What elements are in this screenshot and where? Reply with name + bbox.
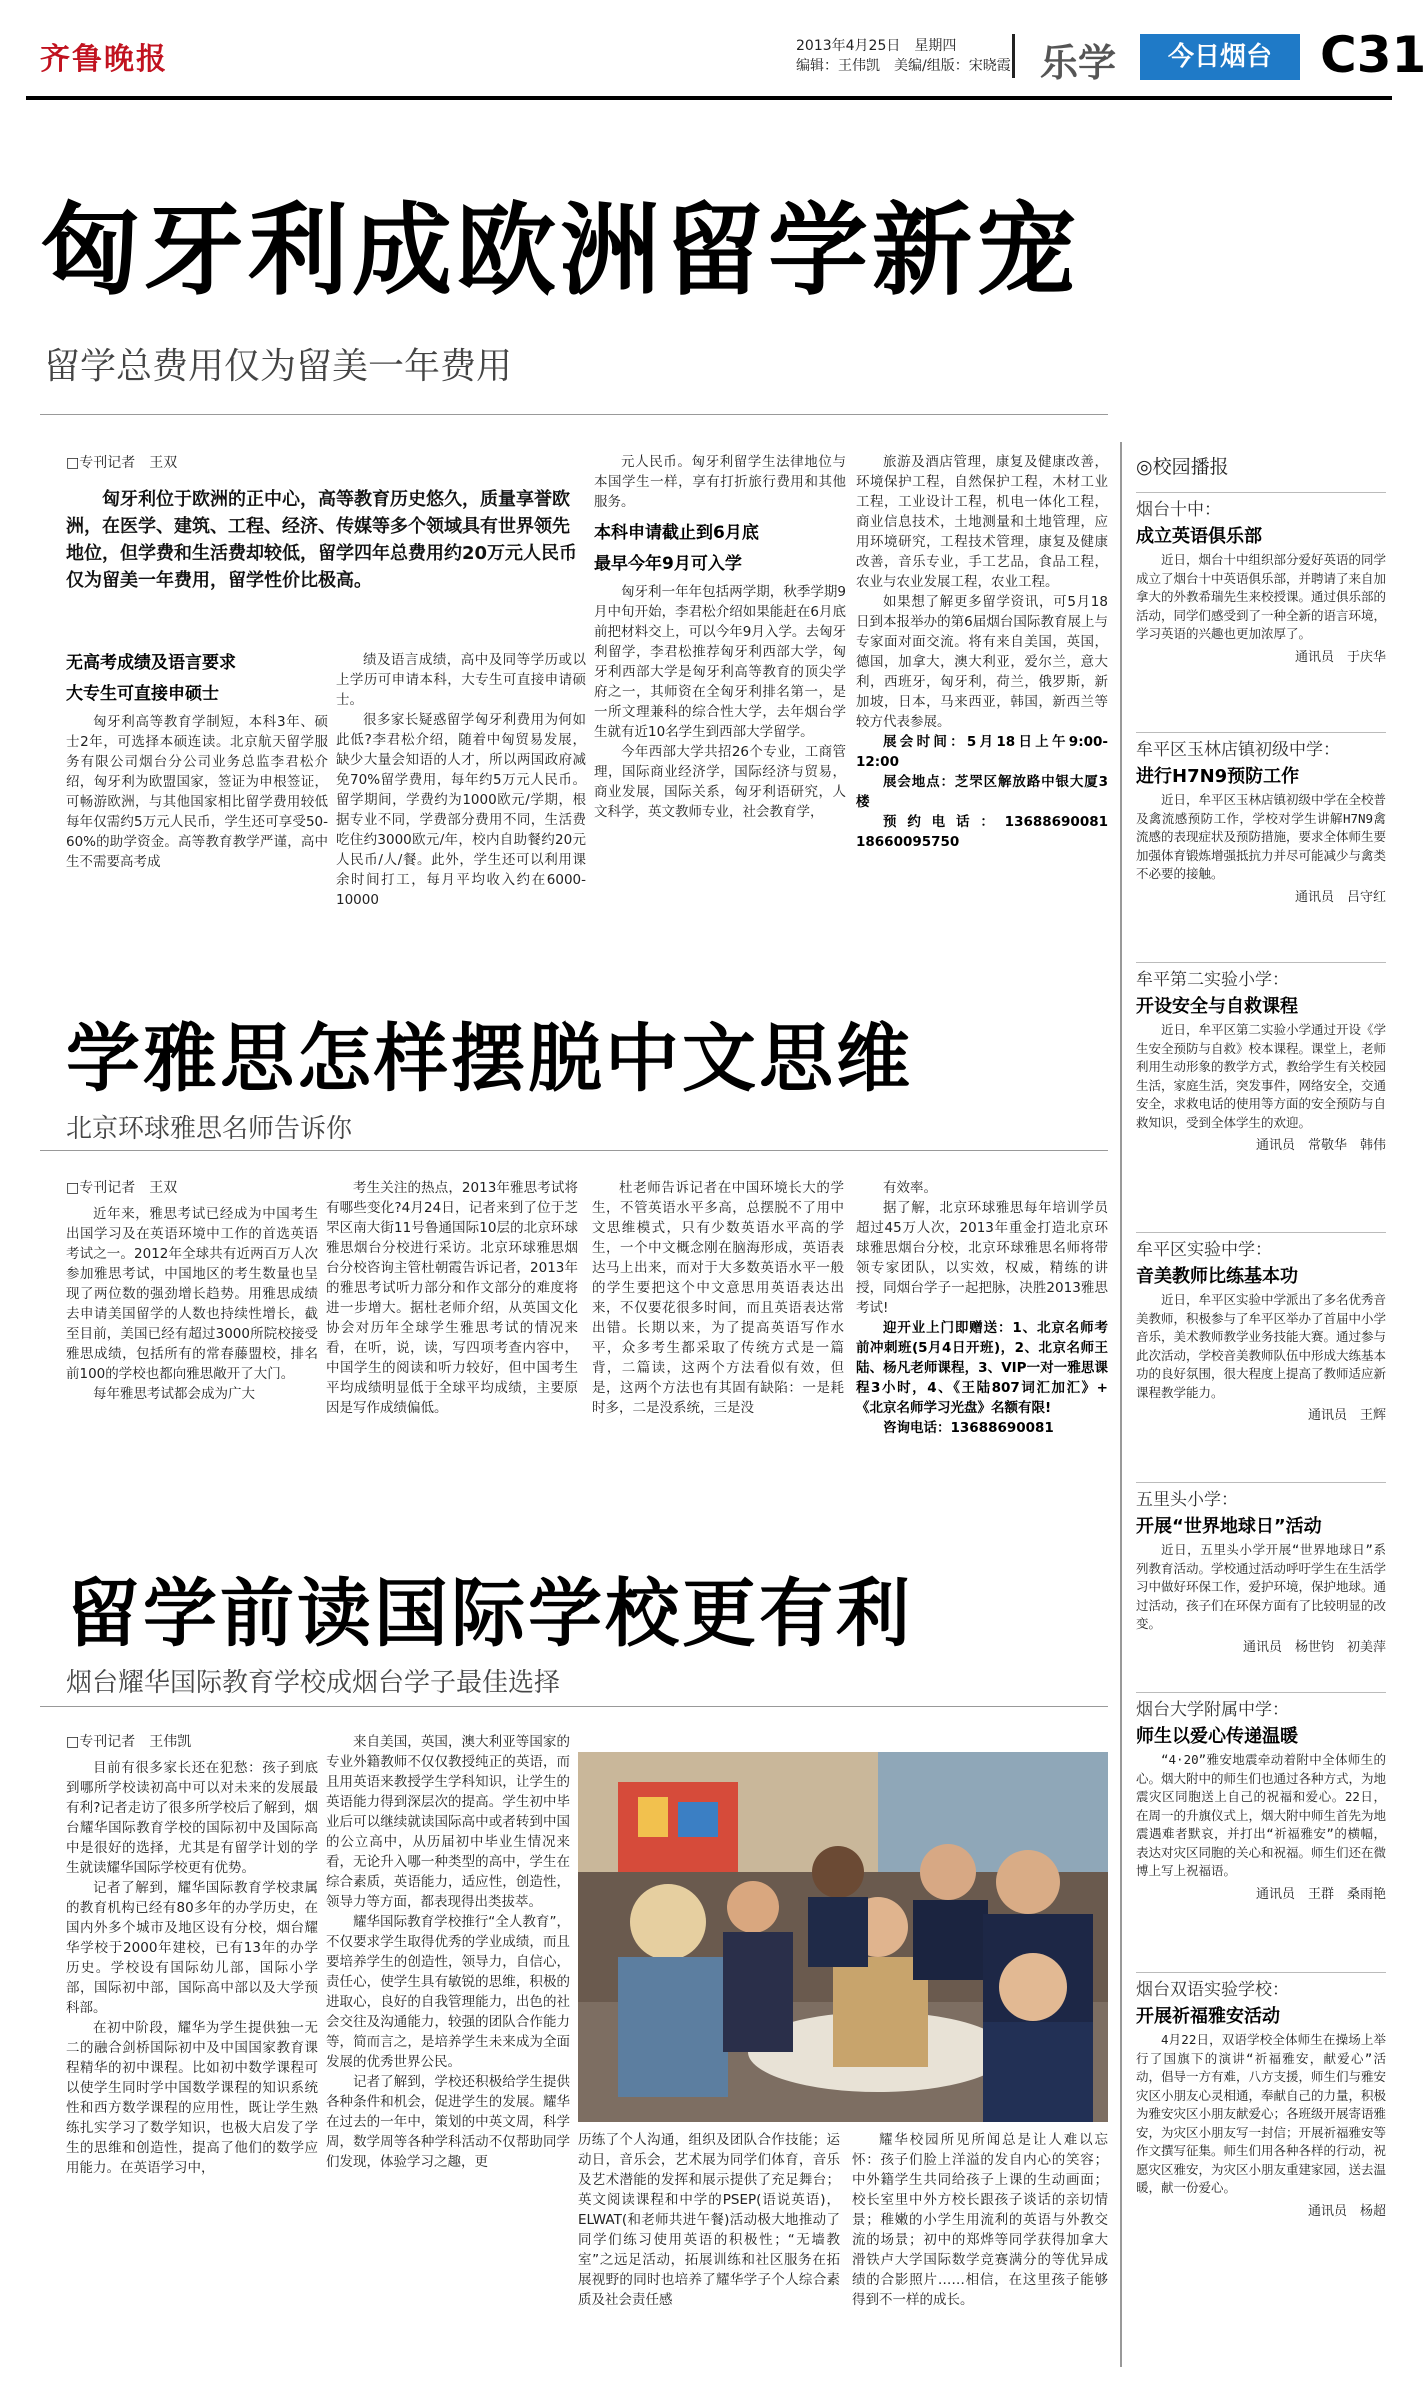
issue-date: 2013年4月25日 星期四: [796, 38, 957, 54]
sidebar-item-author: 通讯员 杨超: [1307, 2203, 1386, 2219]
article3-title: 留学前读国际学校更有利: [66, 1555, 923, 1661]
section-name: 乐学: [1040, 41, 1117, 85]
sidebar-item-body: 近日，牟平区实验中学派出了多名优秀音美教师，积极参与了牟平区举办了首届中小学音乐，美术教师教学业务技能大赛。通过参与此次活动，学校音美教师队伍中形成大练基本功的良好氛围，很大程度上提高了教师适应新课程教学能力。: [1136, 1292, 1387, 1400]
sidebar-item-school: 牟平第二实验小学：: [1136, 962, 1386, 993]
sidebar-item-author: 通讯员 吕守红: [1294, 889, 1386, 905]
sidebar-item-6: [1136, 1692, 1386, 1902]
sidebar-item-author: 通讯员 于庆华: [1294, 649, 1386, 665]
sidebar-item-3: [1136, 962, 1386, 1153]
article2-subtitle: 北京环球雅思名师告诉你: [66, 1114, 353, 1144]
sidebar-item-author: 通讯员 王群 桑雨艳: [1255, 1886, 1386, 1902]
masthead: [32, 18, 1426, 88]
expo-location: 展会地点：芝罘区解放路中银大厦3楼: [856, 774, 1108, 810]
article2-byline: □专刊记者 王双: [66, 1180, 178, 1196]
article3-byline: □专刊记者 王伟凯: [66, 1734, 192, 1750]
sidebar-item-body: 近日，烟台十中组织部分爱好英语的同学成立了烟台十中英语俱乐部，并聘请了来自加拿大的外教希瑞先生来校授课。通过俱乐部的活动，同学们感受到了一种全新的语言环境，学习英语的兴趣也更加浓厚了。: [1136, 552, 1387, 641]
sidebar-item-headline: 开展“世界地球日”活动: [1136, 1516, 1322, 1537]
page-number: C31: [1320, 26, 1426, 84]
sidebar-item-body: “4·20”雅安地震牵动着附中全体师生的心。烟大附中的师生们也通过各种方式，为地震灾区同胞送上自己的祝福和爱心。22日，在周一的升旗仪式上，烟大附中师生首先为地震遇难者默哀，并打出“祈福雅安”的横幅，表达对灾区同胞的关心和祝福。师生们还在微博上写上祝福语。: [1136, 1752, 1387, 1878]
article2-title: 学雅思怎样摆脱中文思维: [66, 1016, 913, 1102]
top-rule: [26, 96, 1392, 100]
sidebar-item-body: 4月22日，双语学校全体师生在操场上举行了国旗下的演讲“祈福雅安，献爱心”活动，倡导一方有难，八方支援，师生们与雅安灾区小朋友心灵相通，奉献自己的力量，积极为雅安灾区小朋友献爱心；各班级开展寄语雅安，为灾区小朋友写一封信；开展祈福雅安等作文撰写征集。师生们用各种各样的行动，祝愿灾区雅安，为灾区小朋友重建家园，送去温暖，献一份爱心。: [1136, 2032, 1387, 2195]
sidebar-item-school: 烟台大学附属中学：: [1136, 1692, 1386, 1723]
article3-col3: 历练了个人沟通，组织及团队合作技能；运动日，音乐会，艺术展为同学们体育，音乐及艺术潜能的发挥和展示提供了充足舞台；英文阅读课程和中学的PSEP(语说英语)，ELWAT(和老师共进午餐)活动极大地推动了同学们练习使用英语的积极性；“无墙教室”之远足活动，拓展训练和社区服务在拓展视野的同时也培养了耀华学子个人综合素质及社会责任感: [578, 2132, 840, 2308]
article1-heading-a: 无高考成绩及语言要求: [66, 653, 236, 673]
promo-offer: 迎开业上门即赠送：1、北京名师考前冲刺班(5月4日开班)，2、北京名师王陆、杨凡老师课程，3、VIP一对一雅思课程3小时，4、《王陆807词汇加汇》+《北京名师学习光盘》名额有限!: [856, 1320, 1108, 1416]
editors-line: 编辑：王伟凯 美编/组版：宋晓霞: [796, 58, 1011, 74]
sidebar-item-school: 牟平区玉林店镇初级中学：: [1136, 732, 1386, 763]
sidebar-item-headline: 开展祈福雅安活动: [1136, 2006, 1280, 2027]
article1-col2: 绩及语言成绩，高中及同等学历或以上学历可申请本科，大专生可直接申请硕士。 很多家长疑惑留学匈牙利费用为何如此低?李君松介绍，随着中匈贸易发展，缺少大量会知语的人才，所以两国政府减免70%留学费用，每年约5万元人民币。留学期间，学费约为1000欧元/学期，根据专业不同，学费部分费用不同，生活费吃住约3000欧元/年，校内自助餐约20元人民币/人/餐。此外，学生还可以利用课余时间打工，每月平均收入约在6000-10000: [336, 652, 586, 908]
sidebar-item-school: 五里头小学：: [1136, 1482, 1386, 1513]
article1-title: 匈牙利成欧洲留学新宠: [40, 192, 1080, 309]
section-ribbon: 今日烟台: [1140, 34, 1300, 80]
sidebar-item-author: 通讯员 王辉: [1307, 1408, 1386, 1423]
sidebar-item-2: [1136, 732, 1386, 905]
article2-col1: □专刊记者 王双 近年来，雅思考试已经成为中国考生出国学习及在英语环境中工作的首选英语考试之一。2012年全球共有近两百万人次参加雅思考试，中国地区的考生数量也呈现了两位数的强劲增长趋势。用雅思成绩去申请美国留学的人数也持续性增长，截至目前，美国已经有超过3000所院校接受雅思成绩，包括所有的常春藤盟校，排名前100的学校也都向雅思敞开了大门。 每年雅思考试都会成为广大: [66, 1180, 318, 1402]
sidebar-item-school: 牟平区实验中学：: [1136, 1232, 1386, 1263]
sidebar-item-body: 近日，五里头小学开展“世界地球日”系列教育活动。学校通过活动呼吁学生在生活学习中做好环保工作，爱护环境，保护地球。通过活动，孩子们在环保方面有了比较明显的改变。: [1136, 1542, 1387, 1631]
sidebar-item-headline: 进行H7N9预防工作: [1136, 766, 1300, 787]
article3-col1: □专刊记者 王伟凯 目前有很多家长还在犯愁：孩子到底到哪所学校读初高中可以对未来的发展最有利?记者走访了很多所学校后了解到，烟台耀华国际教育学校的国际初中及国际高中是很好的选择，尤其是有留学计划的学生就读耀华国际学校更有优势。 记者了解到，耀华国际教育学校隶属的教育机构已经有80多年的办学历史，在国内外多个城市及地区设有分校，烟台耀华学校于2000年建校，已有13年的办学历史。学校设有国际幼儿部，国际小学部，国际初中部，国际高中部以及大学预科部。 在初中阶段，耀华为学生提供独一无二的融合剑桥国际初中及中国国家教育课程精华的初中课程。比如初中数学课程可以使学生同时学中国数学课程的知识系统性和西方数学课程的应用性，既让学生熟练扎实学习了数学知识，也极大启发了学生的思维和创造性，提高了他们的数学应用能力。在英语学习中，: [66, 1734, 318, 2176]
article2-col3: 杜老师告诉记者在中国环境长大的学生，不管英语水平多高，总摆脱不了用中文思维模式，只有少数英语水平高的学生，一个中文概念刚在脑海形成，英语表达马上出来，而对于大多数英语水平一般的学生要把这个中文意思用英语表达出来，不仅要花很多时间，而且英语表达常出错。长期以来，为了提高英语写作水平，众多考生都采取了传统方式是一篇背，二篇读，这两个方法看似有效，但是，这两个方法也有其固有缺陷：一是耗时多，二是没系统，三是没: [592, 1180, 844, 1416]
article1-col3: 元人民币。匈牙利留学生法律地位与本国学生一样，享有打折旅行费用和其他服务。 本科申请截止到6月底 最早今年9月可入学 匈牙利一年年包括两学期，秋季学期9月中旬开始，李君松介绍如果能赶在6月底前把材料交上，可以今年9月入学。去匈牙利留学，李君松推荐匈牙利西部大学，匈牙利西部大学是匈牙利高等教育的顶尖学府之一，其师资在全匈牙利排名第一，是一所文理兼科的综合性大学，去年烟台学生就有近10名学生到西部大学留学。 今年西部大学共招26个专业，工商管理，国际商业经济学，国际经济与贸易，商业发展，国际关系，匈牙利语研究，人文科学，英文教师专业，社会教育学，: [594, 454, 846, 820]
sidebar-item-school: 烟台双语实验学校：: [1136, 1972, 1386, 2003]
sidebar-item-headline: 师生以爱心传递温暖: [1136, 1726, 1298, 1747]
date-info: [796, 36, 1011, 76]
article1-byline: □专刊记者 王双: [66, 455, 178, 471]
article3-col2: 来自美国，英国，澳大利亚等国家的专业外籍教师不仅仅教授纯正的英语，而且用英语来教授学生学科知识，让学生的英语能力得到深层次的提高。学生初中毕业后可以继续就读国际高中或者转到中国的公立高中，从历届初中毕业生情况来看，无论升入哪一种类型的高中，学生在综合素质，英语能力，适应性，创造性，领导力等方面，都表现得出类拔萃。 耀华国际教育学校推行“全人教育”，不仅要求学生取得优秀的学业成绩，而且要培养学生的创造性，领导力，自信心，责任心，使学生具有敏锐的思维，积极的进取心，良好的自我管理能力，出色的社会交往及沟通能力，较强的团队合作能力等，简而言之，是培养学生未来成为全面发展的优秀世界公民。 记者了解到，学校还积极给学生提供各种条件和机会，促进学生的发展。耀华在过去的一年中，策划的中英文周，科学周，数学周等各种学科活动不仅帮助同学们发现，体验学习之趣，更: [326, 1734, 570, 2170]
consult-phone: 咨询电话：13688690081: [883, 1420, 1054, 1436]
sidebar-item-1: [1136, 492, 1386, 665]
article3-subtitle: 烟台耀华国际教育学校成烟台学子最佳选择: [66, 1662, 560, 1699]
expo-time: 展会时间：5月18日上午9:00-12:00: [856, 734, 1108, 770]
article1-lede: 匈牙利位于欧洲的正中心，高等教育历史悠久，质量享誉欧洲，在医学、建筑、工程、经济、传媒等多个领域具有世界领先地位，但学费和生活费却较低，留学四年总费用约20万元人民币仅为留美一年费用，留学性价比极高。: [66, 489, 578, 591]
article1-heading-c: 本科申请截止到6月底: [594, 523, 759, 543]
article3-col4: 耀华校园所见所闻总是让人难以忘怀：孩子们脸上洋溢的发自内心的笑容；中外籍学生共同给孩子上课的生动画面；校长室里中外方校长跟孩子谈话的亲切情景；稚嫩的小学生用流利的英语与外教交流的场景；初中的郑烨等同学获得加拿大滑铁卢大学国际数学竞赛满分的等优异成绩的合影照片……相信，在这里孩子能够得到不一样的成长。: [852, 2132, 1108, 2308]
classroom-photo-art: [578, 1752, 1108, 2122]
article1-rule: [40, 414, 1108, 415]
sidebar-item-school: 烟台十中：: [1136, 492, 1386, 523]
masthead-divider: [1012, 34, 1015, 78]
sidebar-item-author: 通讯员 常敬华 韩伟: [1255, 1138, 1386, 1153]
sidebar-item-body: 近日，牟平区第二实验小学通过开设《学生安全预防与自救》校本课程。课堂上，老师利用生动形象的教学方式，教给学生有关校园生活，家庭生活，突发事件，网络安全，交通安全，求救电话的使用等方面的安全预防与自救知识，受到全体学生的欢迎。: [1136, 1022, 1387, 1130]
sidebar-item-author: 通讯员 杨世钧 初美萍: [1242, 1639, 1386, 1655]
sidebar-item-headline: 开设安全与自救课程: [1136, 996, 1298, 1017]
article2-rule: [40, 1150, 1108, 1151]
article1-col1: 无高考成绩及语言要求 大专生可直接申硕士 匈牙利高等教育学制短，本科3年、硕士2年，可选择本硕连读。北京航天留学服务有限公司烟台分公司业务总监李君松介绍，匈牙利为欧盟国家，签证为申根签证，可畅游欧洲，与其他国家相比留学费用较低每年仅需约5万元人民币，学生还可享受50-60%的助学资金。高等教育教学严谨，高中生不需要高考成: [66, 650, 328, 946]
sidebar-item-headline: 成立英语俱乐部: [1136, 526, 1262, 547]
expo-phone: 预约电话：13688690081 18660095750: [856, 814, 1122, 850]
article1-subtitle: 留学总费用仅为留美一年费用: [44, 346, 513, 387]
classroom-photo: [578, 1752, 1108, 2122]
article1-col4: 旅游及酒店管理，康复及健康改善，环境保护工程，自然保护工程，木材工业工程，工业设计工程，机电一体化工程，商业信息技术，土地测量和土地管理，应用环境研究，工程技术管理，康复及健康改善，音乐专业，手工艺品，食品工程，农业与农业发展工程，农业工程。 如果想了解更多留学资讯，可5月18日到本报举办的第6届烟台国际教育展上与专家面对面交流。将有来自美国，英国，德国，加拿大，澳大利亚，爱尔兰，意大利，西班牙，匈牙利，荷兰，俄罗斯，新加坡，日本，马来西亚，韩国，新西兰等较方代表参展。 展会时间：5月18日上午9:00-12:00 展会地点：芝罘区解放路中银大厦3楼 预约电话：13688690081 18660095750: [856, 454, 1122, 850]
sidebar-item-5: [1136, 1482, 1386, 1655]
article1-heading-b: 大专生可直接申硕士: [66, 684, 219, 704]
article1-heading-d: 最早今年9月可入学: [594, 554, 742, 574]
newspaper-logo: 齐鲁晚报: [40, 42, 168, 77]
campus-news-sidebar: [1120, 442, 1388, 2367]
sidebar-title: ◎校园播报: [1136, 456, 1229, 478]
sidebar-item-7: [1136, 1972, 1386, 2219]
sidebar-item-body: 近日，牟平区玉林店镇初级中学在全校普及禽流感预防工作，学校对学生讲解H7N9禽流感的表现症状及预防措施，要求全体师生要加强体育锻炼增强抵抗力并尽可能减少与禽类不必要的接触。: [1136, 792, 1387, 881]
sidebar-item-4: [1136, 1232, 1386, 1423]
article3-rule: [40, 1706, 1108, 1707]
sidebar-item-headline: 音美教师比练基本功: [1136, 1266, 1298, 1287]
article2-col4: 有效率。 据了解，北京环球雅思每年培训学员超过45万人次，2013年重金打造北京环球雅思烟台分校，北京环球雅思名师将带领专家团队，以实效，权威，精练的讲授，同烟台学子一起把脉，决胜2013雅思考试! 迎开业上门即赠送：1、北京名师考前冲刺班(5月4日开班)，2、北京名师王陆、杨凡老师课程，3、VIP一对一雅思课程3小时，4、《王陆807词汇加汇》+《北京名师学习光盘》名额有限! 咨询电话：13688690081: [856, 1180, 1108, 1436]
article2-col2: 考生关注的热点，2013年雅思考试将有哪些变化?4月24日，记者来到了位于芝罘区南大街11号鲁通国际10层的北京环球雅思烟台分校进行采访。北京环球雅思烟台分校咨询主管杜朝霞告诉记者，2013年的雅思考试听力部分和作文部分的难度将进一步增大。据杜老师介绍，从英国文化协会对历年全球学生雅思考试的情况来看，在听，说，读，写四项考查内容中，中国学生的阅读和听力较好，但中国考生平均成绩明显低于全球平均成绩，主要原因是写作成绩偏低。: [326, 1180, 578, 1416]
